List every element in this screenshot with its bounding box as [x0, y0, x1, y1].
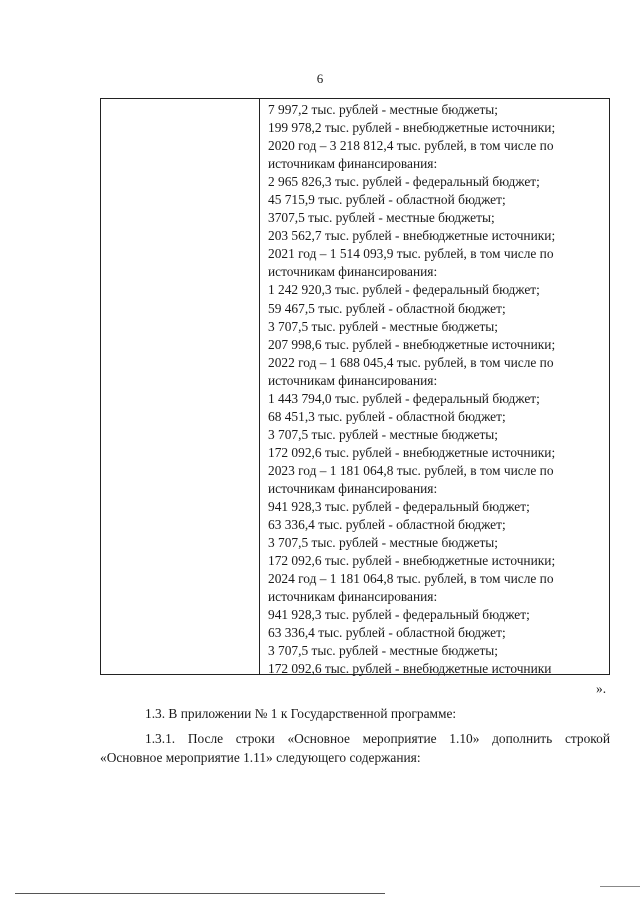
funding-line: 3 707,5 тыс. рублей - местные бюджеты; — [268, 318, 499, 334]
paragraph-1-3-1: 1.3.1. После строки «Основное мероприятие 1.10» дополнить строкой — [145, 731, 610, 746]
paragraph-1-3: 1.3. В приложении № 1 к Государственной программе: — [145, 706, 457, 721]
funding-line: 172 092,6 тыс. рублей - внебюджетные источники; — [268, 553, 556, 569]
funding-line: 3707,5 тыс. рублей - местные бюджеты; — [268, 210, 495, 226]
closing-quote: ». — [596, 681, 607, 696]
funding-line: 3 707,5 тыс. рублей - местные бюджеты; — [268, 535, 499, 551]
funding-line: 1 242 920,3 тыс. рублей - федеральный бюджет; — [268, 282, 540, 298]
funding-line: 2020 год – 3 218 812,4 тыс. рублей, в том числе по — [268, 138, 554, 154]
funding-line: источникам финансирования: — [268, 589, 438, 605]
funding-line: 2022 год – 1 688 045,4 тыс. рублей, в том числе по — [268, 354, 554, 370]
funding-text-cell — [260, 99, 609, 677]
funding-table — [100, 98, 610, 675]
funding-line: 45 715,9 тыс. рублей - областной бюджет; — [268, 192, 506, 208]
funding-line: 941 928,3 тыс. рублей - федеральный бюджет; — [268, 607, 530, 623]
funding-line: 207 998,6 тыс. рублей - внебюджетные источники; — [268, 336, 556, 352]
funding-line: 172 092,6 тыс. рублей - внебюджетные источники; — [268, 444, 556, 460]
funding-line: 941 928,3 тыс. рублей - федеральный бюджет; — [268, 499, 530, 515]
funding-line: 2 965 826,3 тыс. рублей - федеральный бюджет; — [268, 174, 540, 190]
page-number: 6 — [316, 71, 324, 86]
funding-line: 59 467,5 тыс. рублей - областной бюджет; — [268, 300, 506, 316]
funding-line: источникам финансирования: — [268, 372, 438, 388]
funding-line: источникам финансирования: — [268, 156, 438, 172]
funding-line: 172 092,6 тыс. рублей - внебюджетные источники — [268, 661, 552, 677]
funding-line: 3 707,5 тыс. рублей - местные бюджеты; — [268, 643, 499, 659]
funding-line: 1 443 794,0 тыс. рублей - федеральный бюджет; — [268, 390, 540, 406]
paragraph-1-3-1-continued: «Основное мероприятие 1.11» следующего содержания: — [100, 750, 421, 765]
funding-line: 63 336,4 тыс. рублей - областной бюджет; — [268, 625, 506, 641]
funding-line: источникам финансирования: — [268, 480, 438, 496]
footer-rule — [15, 893, 385, 894]
funding-line: 2023 год – 1 181 064,8 тыс. рублей, в том числе по — [268, 462, 554, 478]
funding-line: 68 451,3 тыс. рублей - областной бюджет; — [268, 408, 506, 424]
funding-line: источникам финансирования: — [268, 264, 438, 280]
scan-edge-mark — [600, 886, 640, 887]
funding-line: 7 997,2 тыс. рублей - местные бюджеты; — [268, 102, 499, 117]
funding-line: 3 707,5 тыс. рублей - местные бюджеты; — [268, 426, 499, 442]
funding-line: 2021 год – 1 514 093,9 тыс. рублей, в том числе по — [268, 246, 554, 262]
funding-line: 2024 год – 1 181 064,8 тыс. рублей, в том числе по — [268, 571, 554, 587]
funding-line: 63 336,4 тыс. рублей - областной бюджет; — [268, 517, 506, 533]
table-left-cell — [101, 99, 260, 674]
funding-line: 203 562,7 тыс. рублей - внебюджетные источники; — [268, 228, 556, 244]
funding-line: 199 978,2 тыс. рублей - внебюджетные источники; — [268, 120, 556, 136]
